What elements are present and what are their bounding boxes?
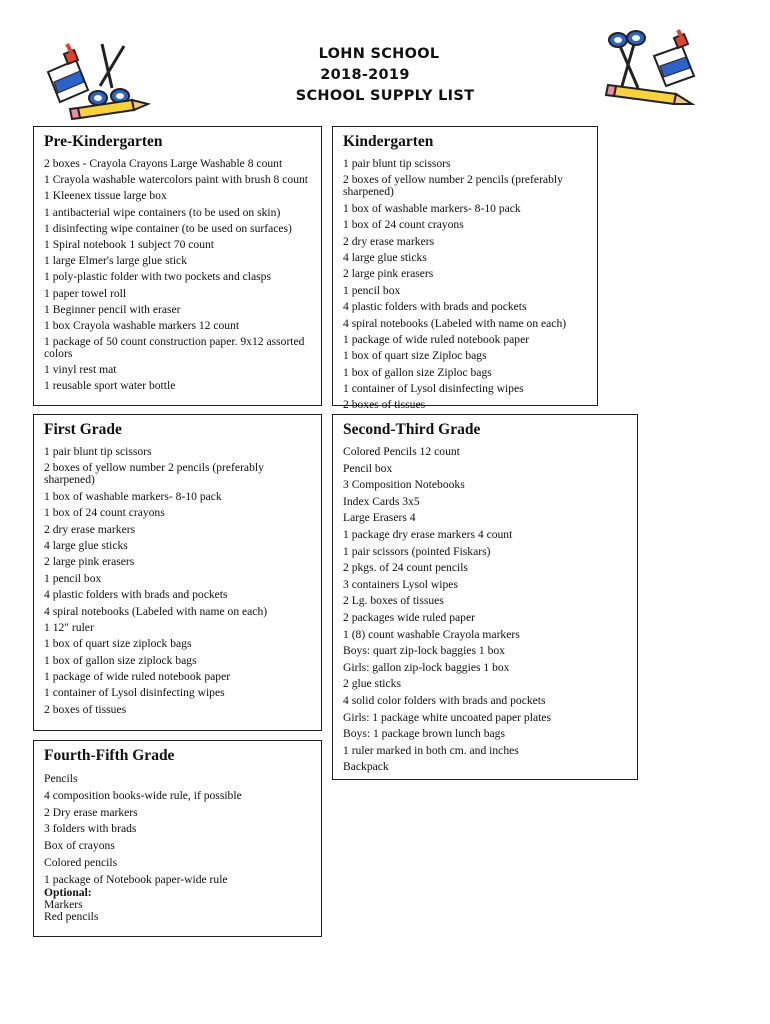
section-fourth-fifth-grade	[33, 740, 322, 937]
list-item: Girls: 1 package white uncoated paper plates	[343, 710, 551, 724]
list-item: Colored pencils	[44, 855, 118, 869]
list-item: 1 box of 24 count crayons	[44, 506, 165, 520]
optional-item: Red pencils	[44, 909, 99, 923]
list-item: 1 package of wide ruled notebook paper	[44, 670, 231, 684]
list-item: 2 glue sticks	[343, 677, 401, 691]
list-item: 4 spiral notebooks (Labeled with name on each)	[44, 604, 268, 618]
list-item: 4 large glue sticks	[343, 250, 427, 264]
list-item: 1 12" ruler	[44, 620, 94, 634]
list-item: Index Cards 3x5	[343, 494, 420, 508]
list-item: 1 antibacterial wipe containers (to be used on skin)	[44, 205, 281, 219]
list-item: 1 package of Notebook paper-wide rule	[44, 872, 228, 886]
scissors-icon	[609, 31, 645, 88]
list-item: 2 boxes - Crayola Crayons Large Washable 8 count	[44, 157, 283, 170]
section-first-grade	[33, 414, 322, 731]
section-prek	[33, 126, 322, 406]
list-item: Pencil box	[343, 461, 393, 475]
list-item: 2 pkgs. of 24 count pencils	[343, 561, 468, 575]
list-item: 3 containers Lysol wipes	[343, 577, 458, 591]
list-item: 1 box of washable markers- 8-10 pack	[44, 489, 222, 503]
list-item: 2 Dry erase markers	[44, 805, 138, 819]
list-item: 1 package of 50 count construction paper. 9x12 assorted colors	[44, 335, 305, 361]
optional-label: Optional:	[44, 885, 92, 899]
list-item: 1 pair blunt tip scissors	[44, 445, 152, 458]
list-item: 4 solid color folders with brads and pockets	[343, 693, 546, 707]
list-item: Girls: gallon zip-lock baggies 1 box	[343, 660, 510, 674]
list-item: 1 disinfecting wipe container (to be used on surfaces)	[44, 221, 292, 235]
list-item: 1 large Elmer's large glue stick	[44, 254, 187, 268]
pencil-icon	[606, 85, 692, 104]
section-title: Pre-Kindergarten	[44, 133, 163, 150]
list-item: 2 packages wide ruled paper	[343, 610, 475, 624]
list-item: 2 Lg. boxes of tissues	[343, 594, 444, 608]
section-kindergarten	[332, 126, 598, 412]
list-item: Box of crayons	[44, 839, 115, 853]
list-item: 4 plastic folders with brads and pockets	[44, 588, 228, 602]
section-title: First Grade	[44, 421, 122, 438]
list-item: 1 box of quart size ziplock bags	[44, 637, 192, 651]
list-item: 1 Kleenex tissue large box	[44, 189, 167, 203]
supply-list	[44, 158, 313, 392]
list-item: 1 container of Lysol disinfecting wipes	[343, 382, 524, 396]
school-name: LOHN SCHOOL	[318, 46, 440, 62]
section-title: Kindergarten	[343, 133, 434, 150]
list-item: 1 reusable sport water bottle	[44, 379, 176, 393]
list-item: 1 pair blunt tip scissors	[343, 157, 451, 170]
document-title: SCHOOL SUPPLY LIST	[295, 88, 475, 104]
list-item: Colored Pencils 12 count	[343, 445, 460, 458]
section-title: Fourth-Fifth Grade	[44, 747, 175, 764]
list-item: 2 large pink erasers	[44, 555, 135, 569]
list-item: 1 ruler marked in both cm. and inches	[343, 743, 519, 757]
list-item: 3 folders with brads	[44, 822, 137, 836]
list-item: 1 Beginner pencil with eraser	[44, 302, 181, 316]
section-second-third-grade	[332, 414, 638, 780]
list-item: 1 container of Lysol disinfecting wipes	[44, 686, 225, 700]
list-item: 2 dry erase markers	[343, 234, 435, 248]
list-item: 1 Crayola washable watercolors paint with brush 8 count	[44, 173, 309, 187]
school-year: 2018-2019	[320, 67, 410, 83]
list-item: 4 composition books-wide rule, if possible	[44, 788, 242, 802]
list-item: 4 spiral notebooks (Labeled with name on each)	[343, 316, 567, 330]
supply-list	[44, 773, 313, 923]
list-item: 1 (8) count washable Crayola markers	[343, 627, 520, 641]
list-item: 1 box of washable markers- 8-10 pack	[343, 201, 521, 215]
list-item: 2 boxes of tissues	[343, 398, 426, 412]
list-item: 1 box of quart size Ziploc bags	[343, 349, 487, 363]
list-item: Boys: 1 package brown lunch bags	[343, 727, 505, 741]
pencil-icon	[70, 100, 148, 119]
supply-list	[343, 158, 589, 411]
glue-bottle-icon	[48, 44, 88, 102]
list-item: 1 Spiral notebook 1 subject 70 count	[44, 237, 215, 251]
scissors-icon	[89, 44, 129, 105]
list-item: 2 dry erase markers	[44, 522, 136, 536]
list-item: 2 boxes of yellow number 2 pencils (preferably sharpened)	[44, 461, 264, 487]
list-item: 1 pencil box	[343, 283, 401, 297]
list-item: 1 poly-plastic folder with two pockets and clasps	[44, 270, 271, 284]
list-item: 2 large pink erasers	[343, 267, 434, 281]
supply-list	[343, 446, 629, 773]
list-item: 1 box of 24 count crayons	[343, 218, 464, 232]
list-item: 3 Composition Notebooks	[343, 478, 465, 492]
list-item: Boys: quart zip-lock baggies 1 box	[343, 644, 505, 658]
section-title: Second-Third Grade	[343, 421, 481, 438]
list-item: 1 pencil box	[44, 571, 102, 585]
school-supplies-clipart-left	[40, 38, 158, 120]
list-item: 2 boxes of yellow number 2 pencils (preferably sharpened)	[343, 173, 563, 199]
list-item: 1 package of wide ruled notebook paper	[343, 332, 530, 346]
list-item: 1 box of gallon size ziplock bags	[44, 653, 197, 667]
list-item: 1 pair scissors (pointed Fiskars)	[343, 544, 491, 558]
list-item: 1 box of gallon size Ziploc bags	[343, 365, 492, 379]
list-item: 2 boxes of tissues	[44, 702, 127, 716]
list-item: 1 vinyl rest mat	[44, 363, 117, 377]
document-header	[250, 44, 520, 107]
list-item: Large Erasers 4	[343, 511, 416, 525]
list-item: 4 large glue sticks	[44, 538, 128, 552]
glue-bottle-icon	[654, 30, 694, 86]
list-item: Backpack	[343, 760, 389, 774]
list-item: 1 package dry erase markers 4 count	[343, 527, 513, 541]
list-item: 1 paper towel roll	[44, 286, 127, 300]
supply-list	[44, 446, 313, 716]
list-item: 4 plastic folders with brads and pockets	[343, 300, 527, 314]
school-supplies-clipart-right	[592, 28, 710, 110]
list-item: 1 box Crayola washable markers 12 count	[44, 318, 240, 332]
optional-item: Markers	[44, 897, 83, 911]
list-item: Pencils	[44, 772, 78, 785]
